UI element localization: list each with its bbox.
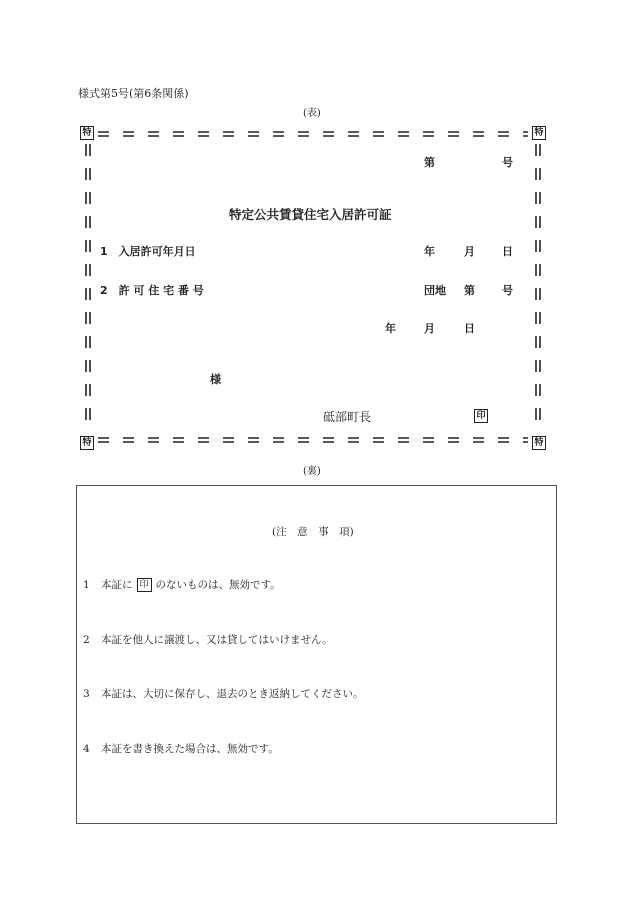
issue-date-month: 月 bbox=[424, 322, 435, 335]
note-4-number: 4 bbox=[83, 743, 90, 755]
back-side-label: (裏) bbox=[303, 466, 321, 477]
item2-dai: 第 bbox=[464, 284, 475, 297]
official-seal: 印 bbox=[474, 409, 488, 423]
front-side-label: (表) bbox=[303, 108, 321, 119]
certificate-title: 特定公共賃貸住宅入居許可証 bbox=[229, 207, 392, 222]
item2-housing-number-label: 2 許 可 住 宅 番 号 bbox=[100, 284, 204, 297]
corner-mark-top-left: 特 bbox=[80, 126, 94, 140]
corner-mark-bottom-right: 特 bbox=[532, 436, 546, 450]
issue-date-day: 日 bbox=[464, 322, 475, 335]
note-1-number: 1 bbox=[83, 579, 90, 591]
item2-danchi: 団地 bbox=[424, 284, 446, 297]
corner-mark-top-right: 特 bbox=[532, 126, 546, 140]
item1-move-in-date-label: 1 入居許可年月日 bbox=[100, 245, 196, 258]
item2-go: 号 bbox=[502, 284, 513, 297]
note-1-text-pre: 本証に bbox=[101, 579, 133, 591]
item1-year: 年 bbox=[424, 245, 435, 258]
note-1 bbox=[83, 577, 281, 592]
issuer-mayor: 砥部町長 bbox=[323, 410, 372, 424]
form-number-label: 様式第5号(第6条関係) bbox=[78, 87, 189, 100]
note-2 bbox=[83, 632, 333, 647]
recipient-sama: 様 bbox=[210, 373, 221, 386]
note-2-text: 本証を他人に譲渡し、又は貸してはいけません。 bbox=[101, 634, 333, 646]
seal-inline-icon: 印 bbox=[137, 578, 152, 592]
note-4 bbox=[83, 741, 279, 756]
item1-month: 月 bbox=[464, 245, 475, 258]
number-dai: 第 bbox=[424, 156, 435, 169]
item1-day: 日 bbox=[502, 245, 513, 258]
notes-heading: (注 意 事 項) bbox=[272, 526, 354, 538]
note-4-text: 本証を書き換えた場合は、無効です。 bbox=[101, 743, 279, 755]
certificate-front bbox=[80, 126, 546, 450]
note-1-text-post: のないものは、無効です。 bbox=[155, 579, 281, 591]
note-3-number: 3 bbox=[83, 688, 90, 700]
issue-date-year: 年 bbox=[385, 322, 396, 335]
certificate-back-notes bbox=[76, 485, 557, 824]
note-3 bbox=[83, 686, 364, 701]
number-go: 号 bbox=[502, 156, 513, 169]
corner-mark-bottom-left: 特 bbox=[80, 436, 94, 450]
note-2-number: 2 bbox=[83, 634, 90, 646]
note-3-text: 本証は、大切に保存し、退去のとき返納してください。 bbox=[101, 688, 364, 700]
